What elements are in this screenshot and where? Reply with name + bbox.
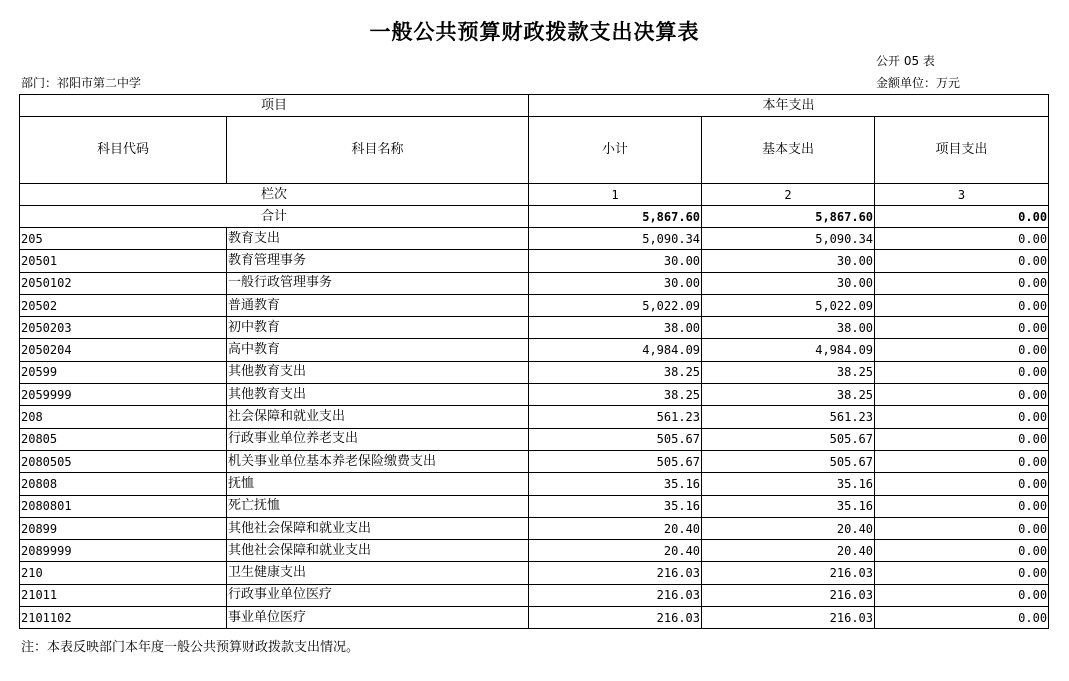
project-value: 0.00 (875, 450, 1049, 472)
table-row (20, 361, 1049, 383)
account-name: 社会保障和就业支出 (227, 406, 529, 428)
subtotal-value: 561.23 (529, 406, 702, 428)
subtotal-value: 35.16 (529, 495, 702, 517)
table-row (20, 607, 1049, 629)
basic-value: 505.67 (702, 450, 875, 472)
table-row (20, 517, 1049, 539)
header-project: 项目 (20, 95, 529, 117)
account-name: 死亡抚恤 (227, 495, 529, 517)
subtotal-value: 216.03 (529, 562, 702, 584)
project-value: 0.00 (875, 562, 1049, 584)
account-code: 20502 (20, 294, 227, 316)
subtotal-value: 30.00 (529, 272, 702, 294)
account-code: 205 (20, 228, 227, 250)
basic-value: 38.25 (702, 361, 875, 383)
table-row (20, 495, 1049, 517)
table-row (20, 317, 1049, 339)
table-row (20, 294, 1049, 316)
project-value: 0.00 (875, 473, 1049, 495)
account-name: 行政事业单位养老支出 (227, 428, 529, 450)
table-row (20, 562, 1049, 584)
header-current-year: 本年支出 (529, 95, 1049, 117)
basic-value: 216.03 (702, 562, 875, 584)
account-code: 2050203 (20, 317, 227, 339)
total-row (20, 206, 1049, 228)
table-row (20, 272, 1049, 294)
header-row-top (20, 95, 1049, 117)
basic-value: 5,022.09 (702, 294, 875, 316)
basic-value: 38.25 (702, 384, 875, 406)
account-code: 20808 (20, 473, 227, 495)
total-basic: 5,867.60 (702, 206, 875, 228)
project-value: 0.00 (875, 361, 1049, 383)
account-code: 20599 (20, 361, 227, 383)
account-name: 事业单位医疗 (227, 607, 529, 629)
subtotal-value: 38.25 (529, 361, 702, 383)
amount-unit: 金额单位：万元 (876, 76, 961, 90)
basic-value: 30.00 (702, 250, 875, 272)
subtotal-value: 20.40 (529, 517, 702, 539)
basic-value: 561.23 (702, 406, 875, 428)
account-name: 其他社会保障和就业支出 (227, 517, 529, 539)
basic-value: 30.00 (702, 272, 875, 294)
basic-value: 20.40 (702, 540, 875, 562)
basic-value: 35.16 (702, 495, 875, 517)
form-number: 公开 05 表 (876, 54, 935, 68)
header-row-columns (20, 117, 1049, 184)
column-order-label: 栏次 (20, 184, 529, 206)
account-code: 20501 (20, 250, 227, 272)
basic-value: 216.03 (702, 584, 875, 606)
expenditure-table (19, 94, 1049, 629)
table-row (20, 384, 1049, 406)
subtotal-value: 30.00 (529, 250, 702, 272)
table-row (20, 584, 1049, 606)
project-value: 0.00 (875, 384, 1049, 406)
account-name: 高中教育 (227, 339, 529, 361)
total-project: 0.00 (875, 206, 1049, 228)
project-value: 0.00 (875, 540, 1049, 562)
account-name: 卫生健康支出 (227, 562, 529, 584)
account-name: 行政事业单位医疗 (227, 584, 529, 606)
table-note: 注：本表反映部门本年度一般公共预算财政拨款支出情况。 (21, 640, 360, 655)
project-value: 0.00 (875, 228, 1049, 250)
subtotal-value: 35.16 (529, 473, 702, 495)
column-order-row (20, 184, 1049, 206)
basic-value: 216.03 (702, 607, 875, 629)
account-code: 2050204 (20, 339, 227, 361)
project-value: 0.00 (875, 317, 1049, 339)
subtotal-value: 216.03 (529, 584, 702, 606)
subtotal-value: 505.67 (529, 450, 702, 472)
subtotal-value: 38.25 (529, 384, 702, 406)
table-row (20, 540, 1049, 562)
header-code: 科目代码 (20, 117, 227, 184)
subtotal-value: 4,984.09 (529, 339, 702, 361)
account-code: 2101102 (20, 607, 227, 629)
account-code: 210 (20, 562, 227, 584)
table-row (20, 228, 1049, 250)
basic-value: 35.16 (702, 473, 875, 495)
account-code: 20899 (20, 517, 227, 539)
account-name: 普通教育 (227, 294, 529, 316)
subtotal-value: 20.40 (529, 540, 702, 562)
table-row (20, 473, 1049, 495)
header-subtotal: 小计 (529, 117, 702, 184)
account-code: 21011 (20, 584, 227, 606)
header-basic: 基本支出 (702, 117, 875, 184)
project-value: 0.00 (875, 495, 1049, 517)
account-name: 一般行政管理事务 (227, 272, 529, 294)
account-name: 机关事业单位基本养老保险缴费支出 (227, 450, 529, 472)
subtotal-value: 38.00 (529, 317, 702, 339)
account-name: 其他教育支出 (227, 361, 529, 383)
project-value: 0.00 (875, 339, 1049, 361)
basic-value: 4,984.09 (702, 339, 875, 361)
project-value: 0.00 (875, 584, 1049, 606)
department-label: 部门：祁阳市第二中学 (21, 76, 142, 90)
column-order-2: 2 (702, 184, 875, 206)
account-name: 初中教育 (227, 317, 529, 339)
basic-value: 505.67 (702, 428, 875, 450)
basic-value: 20.40 (702, 517, 875, 539)
header-name: 科目名称 (227, 117, 529, 184)
table-row (20, 450, 1049, 472)
table-row (20, 428, 1049, 450)
account-name: 其他教育支出 (227, 384, 529, 406)
account-code: 2080505 (20, 450, 227, 472)
subtotal-value: 216.03 (529, 607, 702, 629)
report-title: 一般公共预算财政拨款支出决算表 (369, 20, 700, 44)
table-row (20, 250, 1049, 272)
column-order-3: 3 (875, 184, 1049, 206)
account-code: 2080801 (20, 495, 227, 517)
total-label: 合计 (20, 206, 529, 228)
account-name: 其他社会保障和就业支出 (227, 540, 529, 562)
account-code: 208 (20, 406, 227, 428)
table-row (20, 339, 1049, 361)
project-value: 0.00 (875, 406, 1049, 428)
account-name: 教育管理事务 (227, 250, 529, 272)
account-code: 2050102 (20, 272, 227, 294)
total-subtotal: 5,867.60 (529, 206, 702, 228)
account-name: 教育支出 (227, 228, 529, 250)
column-order-1: 1 (529, 184, 702, 206)
account-code: 2059999 (20, 384, 227, 406)
subtotal-value: 505.67 (529, 428, 702, 450)
project-value: 0.00 (875, 250, 1049, 272)
account-code: 20805 (20, 428, 227, 450)
subtotal-value: 5,022.09 (529, 294, 702, 316)
project-value: 0.00 (875, 428, 1049, 450)
account-name: 抚恤 (227, 473, 529, 495)
account-code: 2089999 (20, 540, 227, 562)
basic-value: 5,090.34 (702, 228, 875, 250)
project-value: 0.00 (875, 607, 1049, 629)
project-value: 0.00 (875, 517, 1049, 539)
table-row (20, 406, 1049, 428)
project-value: 0.00 (875, 272, 1049, 294)
header-project-expense: 项目支出 (875, 117, 1049, 184)
subtotal-value: 5,090.34 (529, 228, 702, 250)
project-value: 0.00 (875, 294, 1049, 316)
basic-value: 38.00 (702, 317, 875, 339)
